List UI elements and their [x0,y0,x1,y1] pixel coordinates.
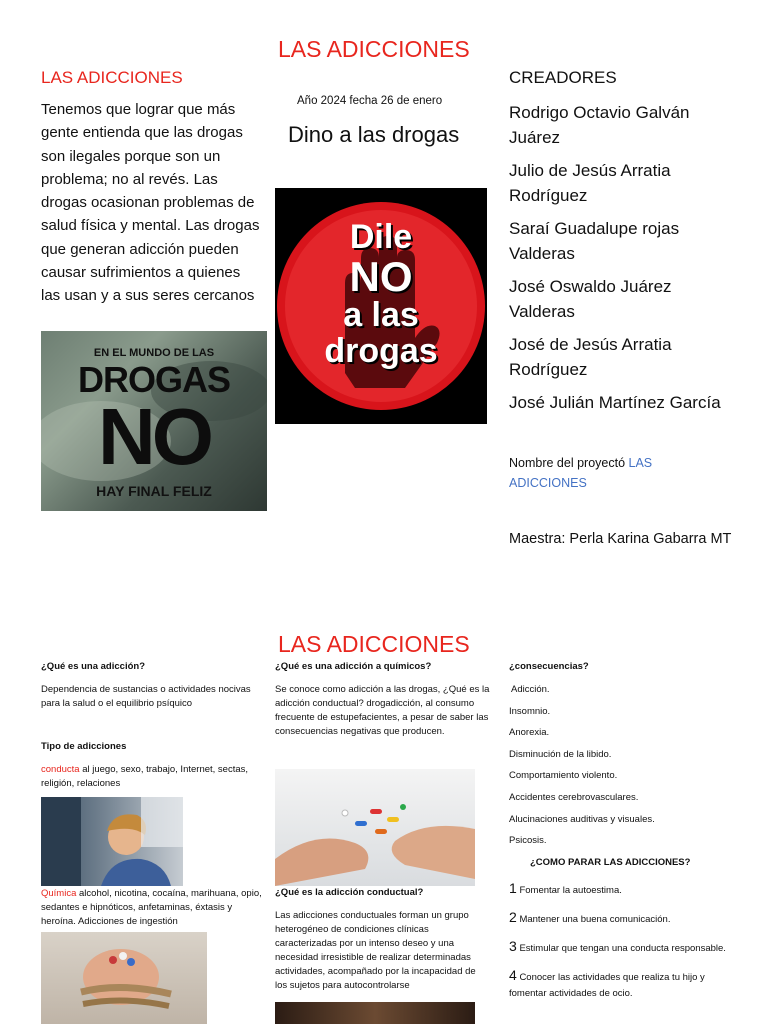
consequence-item: Insomnio. [509,705,551,717]
poster-drogas-text: DROGAS [77,359,230,400]
main-title: LAS ADICCIONES [278,36,470,62]
step-text: Estimular que tengan una conducta responsable. [519,943,726,954]
behavioral-addiction-question: ¿Qué es la adicción conductual? [275,887,424,898]
step-number: 2 [509,909,517,925]
creator-name: Julio de Jesús Arratia Rodríguez [509,161,671,205]
chemical-addiction-answer: Se conoce como adicción a las drogas, ¿Qué es la adicción conductual? drogadicción, al consumo frecuente de estupefacientes, a pesar de saber las consecuencias negativas que producen. [275,684,490,737]
bottom-photo [275,1002,475,1024]
poster-bottom-text: HAY FINAL FELIZ [96,483,212,499]
date-line: Año 2024 fecha 26 de enero [297,95,443,107]
step-text: Fomentar la autoestima. [519,885,622,896]
slogan: Dino a las drogas [288,122,460,147]
creator-name: José Oswaldo Juárez Valderas [509,277,672,321]
consequence-item: Alucinaciones auditivas y visuales. [509,813,655,825]
step-number: 3 [509,938,517,954]
drugs-poster-image [41,331,267,511]
teacher-line: Maestra: Perla Karina Gabarra MT [509,531,732,547]
pills-photo [275,769,475,886]
consequence-item: Accidentes cerebrovasculares. [509,791,639,803]
child-photo [41,797,183,886]
step-item [509,909,729,928]
chemical-addictions [41,887,263,929]
creators-list [509,100,734,423]
consequence-item: Psicosis. [509,835,547,847]
creator-name: José Julián Martínez García [509,393,721,412]
behavioral-addiction-answer: Las adicciones conductuales forman un grupo heterogéneo de condiciones clínicas caracterizadas por un intenso deseo y una necesidad irresistible de realizar determinadas actividades, acompañado por la incapacidad de los sujetos para autocontrolarse [275,910,476,991]
chemical-addiction-question: ¿Qué es una adicción a químicos? [275,661,432,672]
project-name: LAS ADICCIONES [509,456,653,490]
consequences-heading: ¿consecuencias? [509,661,589,672]
page2-title: LAS ADICCIONES [278,631,470,657]
step-number: 4 [509,967,517,983]
poster-top-text: EN EL MUNDO DE LAS [93,347,215,359]
conduct-addictions [41,763,263,791]
project-line [509,453,709,493]
badge-text-drogas: drogas [324,332,438,370]
step-item [509,880,729,899]
chemical-word: Química [41,888,77,899]
what-is-addiction-question: ¿Qué es una adicción? [41,661,145,672]
poster-no-text: NO [98,392,210,481]
how-to-stop-heading: ¿COMO PARAR LAS ADICCIONES? [530,857,691,868]
step-number: 1 [509,880,517,896]
consequence-item: Comportamiento violento. [509,770,618,782]
creator-name: Rodrigo Octavio Galván Juárez [509,103,690,147]
consequence-item: Adicción. [511,684,550,695]
types-heading: Tipo de adicciones [41,741,127,752]
step-item [509,938,729,957]
what-is-addiction-answer: Dependencia de sustancias o actividades nocivas para la salud o el equilibrio psíquico [41,684,251,709]
consequences-list [509,683,729,856]
step-text: Mantener una buena comunicación. [519,914,671,925]
conduct-list: al juego, sexo, trabajo, Internet, sectas, religión, relaciones [41,764,249,789]
creator-name: José de Jesús Arratia Rodríguez [509,335,672,379]
creator-name: Saraí Guadalupe rojas Valderas [509,219,680,263]
project-label: Nombre del proyectó [509,456,626,470]
creators-heading: CREADORES [509,68,617,87]
left-title: LAS ADICCIONES [41,68,183,87]
dile-no-badge-image [275,188,487,424]
steps-list [509,880,729,1012]
chemical-list: alcohol, nicotina, cocaína, marihuana, opio, sedantes e hipnóticos, anfetaminas, éxtasis y heroína. Adicciones de ingestión [41,888,262,927]
tied-hands-photo [41,932,207,1024]
badge-text-dile: Dile [349,218,413,256]
conduct-word: conducta [41,764,80,775]
intro-paragraph: Tenemos que lograr que más gente entienda que las drogas son ilegales porque son un problema; no al revés. Las drogas ocasionan problemas de salud física y mental. Las drogas que generan adicción pueden causar sufrimientos a quienes las usan y a sus seres cercanos [41,101,260,305]
consequence-item: Anorexia. [509,727,550,739]
consequence-item: Disminución de la libido. [509,748,612,760]
badge-text-a-las: a las [343,296,419,334]
step-item [509,967,729,1002]
step-text: Conocer las actividades que realiza tu hijo y fomentar actividades de ocio. [509,972,705,999]
badge-text-no: NO [349,253,413,300]
